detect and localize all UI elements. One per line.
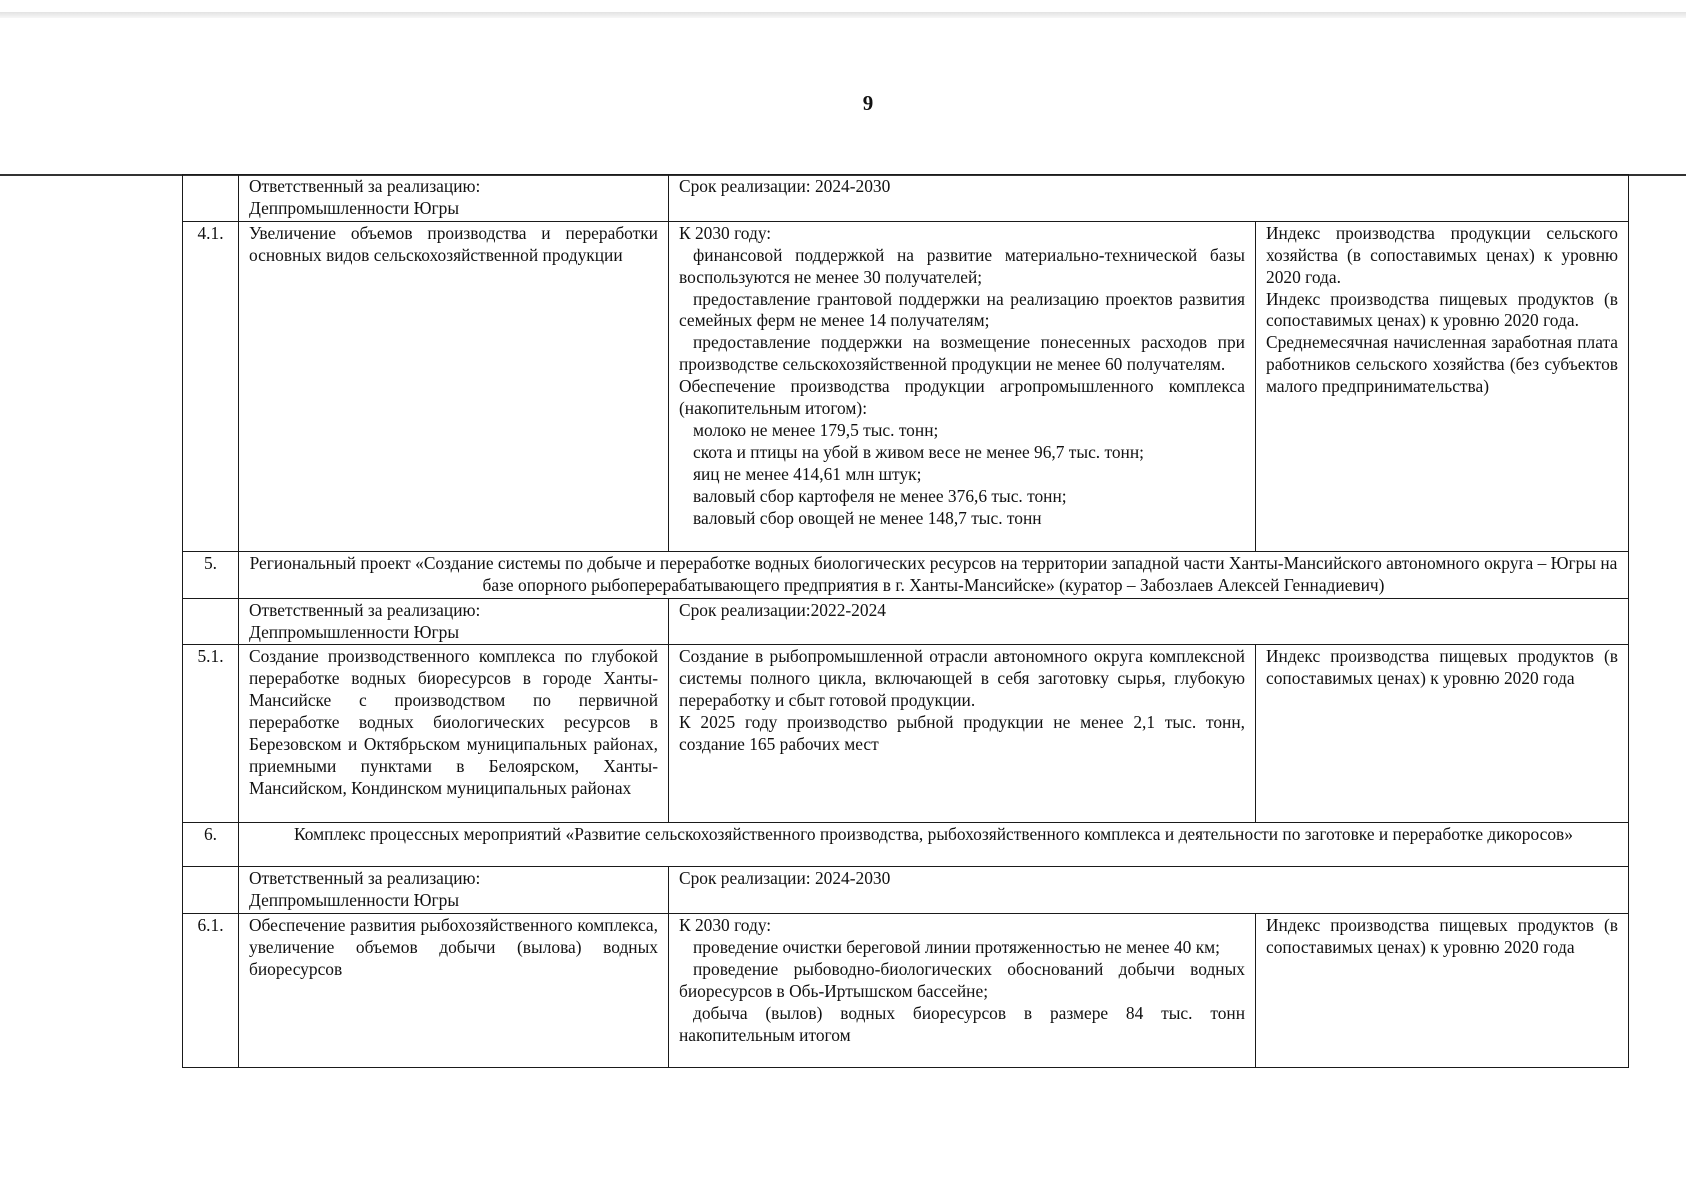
task-cell: Обеспечение развития рыбохозяйственного комплекса, увеличение объемов добычи (вылова) водных биоресурсов bbox=[239, 914, 669, 1068]
result-cell: К 2030 году: проведение очистки береговой линии протяженностью не менее 40 км; проведение рыбоводно-биологических обоснований добычи водных биоресурсов в Обь-Иртышском бассейне; добыча (вылов) водных биоресурсов в размере 84 тыс. тонн накопительным итогом bbox=[669, 914, 1256, 1068]
term-cell: Срок реализации: 2024-2030 bbox=[669, 175, 1629, 222]
table-row bbox=[183, 221, 1629, 551]
responsible-cell: Ответственный за реализацию: Деппромышленности Югры bbox=[239, 867, 669, 914]
indicator-cell: Индекс производства пищевых продуктов (в сопоставимых ценах) к уровню 2020 года bbox=[1256, 914, 1629, 1068]
table-row bbox=[183, 914, 1629, 1068]
term-cell: Срок реализации:2022-2024 bbox=[669, 598, 1629, 645]
responsible-cell: Ответственный за реализацию: Деппромышленности Югры bbox=[239, 175, 669, 222]
table-row bbox=[183, 175, 1629, 222]
program-table bbox=[182, 174, 1629, 1068]
task-cell: Создание производственного комплекса по глубокой переработке водных биоресурсов в городе Ханты-Мансийске с производством по первичной переработке водных биологических ресурсов в Березовском и Октябрьском муниципальных районах, приемными пунктами в Белоярском, Ханты-Мансийском, Кондинском муниципальных районах bbox=[239, 645, 669, 823]
row-number: 4.1. bbox=[183, 221, 239, 551]
section-title: Комплекс процессных мероприятий «Развитие сельскохозяйственного производства, рыбохозяйственного комплекса и деятельности по заготовке и переработке дикоросов» bbox=[239, 823, 1629, 867]
scan-edge bbox=[0, 12, 1686, 18]
indicator-cell: Индекс производства продукции сельского хозяйства (в сопоставимых ценах) к уровню 2020 года. Индекс производства пищевых продуктов (в сопоставимых ценах) к уровню 2020 года. Среднемесячная начисленная заработная плата работников сельского хозяйства (без субъектов малого предпринимательства) bbox=[1256, 221, 1629, 551]
num-cell-empty bbox=[183, 598, 239, 645]
row-number: 5.1. bbox=[183, 645, 239, 823]
page-number: 9 bbox=[862, 91, 874, 115]
responsible-cell: Ответственный за реализацию: Деппромышленности Югры bbox=[239, 598, 669, 645]
row-number: 6.1. bbox=[183, 914, 239, 1068]
result-cell: Создание в рыбопромышленной отрасли автономного округа комплексной системы полного цикла, включающей в себя заготовку сырья, глубокую переработку и сбыт готовой продукции. К 2025 году производство рыбной продукции не менее 2,1 тыс. тонн, создание 165 рабочих мест bbox=[669, 645, 1256, 823]
num-cell-empty bbox=[183, 175, 239, 222]
table-row bbox=[183, 823, 1629, 867]
term-cell: Срок реализации: 2024-2030 bbox=[669, 867, 1629, 914]
num-cell-empty bbox=[183, 867, 239, 914]
row-number: 6. bbox=[183, 823, 239, 867]
table-row bbox=[183, 645, 1629, 823]
indicator-cell: Индекс производства пищевых продуктов (в сопоставимых ценах) к уровню 2020 года bbox=[1256, 645, 1629, 823]
result-cell: К 2030 году: финансовой поддержкой на развитие материально-технической базы воспользуются не менее 30 получателей; предоставление грантовой поддержки на реализацию проектов развития семейных ферм не менее 14 получателям; предоставление поддержки на возмещение понесенных расходов при производстве сельскохозяйственной продукции не менее 60 получателям. Обеспечение производства продукции агропромышленного комплекса (накопительным итогом): молоко не менее 179,5 тыс. тонн; скота и птицы на убой в живом весе не менее 96,7 тыс. тонн; яиц не менее 414,61 млн штук; валовый сбор картофеля не менее 376,6 тыс. тонн; валовый сбор овощей не менее 148,7 тыс. тонн bbox=[669, 221, 1256, 551]
task-cell: Увеличение объемов производства и переработки основных видов сельскохозяйственной продукции bbox=[239, 221, 669, 551]
table-row bbox=[183, 598, 1629, 645]
table-row bbox=[183, 551, 1629, 598]
section-title: Региональный проект «Создание системы по добыче и переработке водных биологических ресурсов на территории западной части Ханты-Мансийского автономного округа – Югры на базе опорного рыбоперерабатывающего предприятия в г. Ханты-Мансийске» (куратор – Забозлаев Алексей Геннадиевич) bbox=[239, 551, 1629, 598]
row-number: 5. bbox=[183, 551, 239, 598]
table-row bbox=[183, 867, 1629, 914]
